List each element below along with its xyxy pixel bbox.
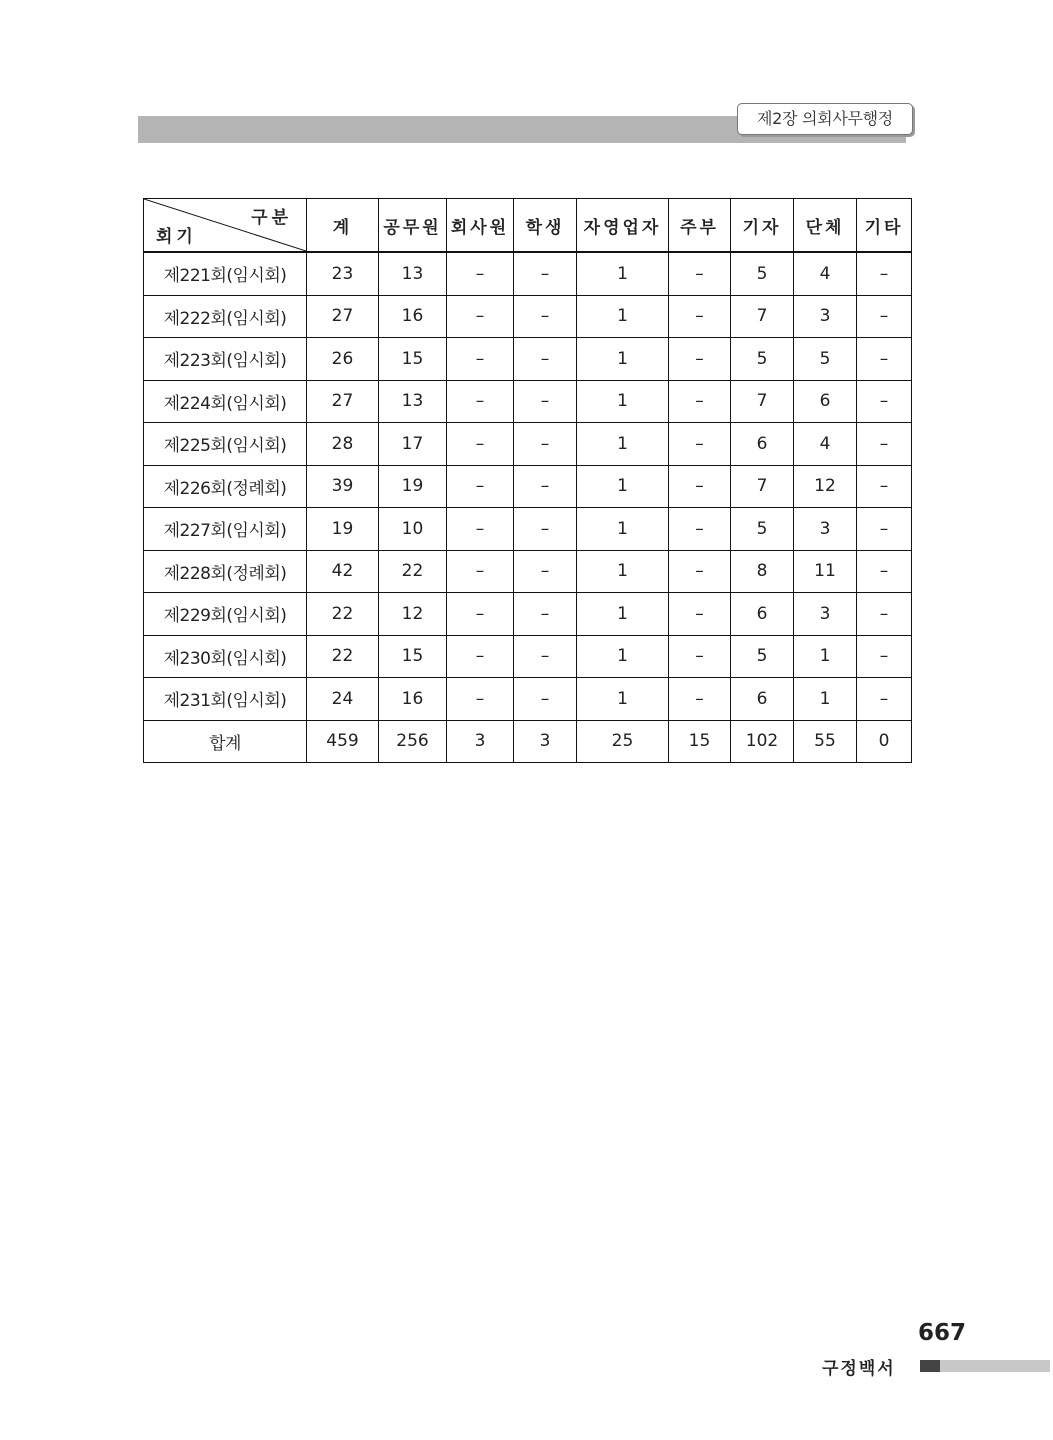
table-row bbox=[144, 380, 912, 423]
row-label: 제224회(임시회) bbox=[144, 380, 307, 423]
column-header: 학생 bbox=[514, 199, 577, 253]
table-cell: 3 bbox=[794, 508, 857, 551]
attendance-table bbox=[143, 198, 912, 763]
row-label: 제226회(정례회) bbox=[144, 465, 307, 508]
column-header: 계 bbox=[307, 199, 379, 253]
table-cell: 7 bbox=[731, 380, 794, 423]
table-row bbox=[144, 423, 912, 466]
table-cell: – bbox=[447, 635, 514, 678]
table-cell: 5 bbox=[731, 635, 794, 678]
column-header: 기자 bbox=[731, 199, 794, 253]
column-header: 기타 bbox=[857, 199, 912, 253]
chapter-tab: 제2장 의회사무행정 bbox=[737, 103, 913, 135]
table-cell: 1 bbox=[577, 380, 669, 423]
table-cell: 1 bbox=[577, 423, 669, 466]
table-cell: 1 bbox=[577, 252, 669, 295]
row-label: 제227회(임시회) bbox=[144, 508, 307, 551]
table-cell: 22 bbox=[379, 550, 447, 593]
row-label: 제231회(임시회) bbox=[144, 678, 307, 721]
table-cell: – bbox=[669, 295, 731, 338]
table-cell: – bbox=[857, 465, 912, 508]
table-cell: 22 bbox=[307, 593, 379, 636]
table-cell: – bbox=[669, 635, 731, 678]
table-cell: 3 bbox=[514, 720, 577, 763]
table-cell: – bbox=[669, 508, 731, 551]
table-row bbox=[144, 635, 912, 678]
table-cell: – bbox=[857, 508, 912, 551]
table-header-row bbox=[144, 199, 912, 253]
table-cell: 1 bbox=[577, 465, 669, 508]
table-cell: – bbox=[447, 550, 514, 593]
row-label: 제222회(임시회) bbox=[144, 295, 307, 338]
table-cell: 1 bbox=[577, 550, 669, 593]
table-cell: 5 bbox=[794, 338, 857, 381]
table-cell: – bbox=[514, 295, 577, 338]
table-cell: 15 bbox=[669, 720, 731, 763]
corner-top-label: 구분 bbox=[251, 208, 292, 228]
table-cell: – bbox=[857, 635, 912, 678]
table-cell: – bbox=[514, 465, 577, 508]
table-cell: – bbox=[669, 678, 731, 721]
table-cell: 5 bbox=[731, 508, 794, 551]
table-row bbox=[144, 678, 912, 721]
row-label: 제223회(임시회) bbox=[144, 338, 307, 381]
row-label: 제229회(임시회) bbox=[144, 593, 307, 636]
table-cell: 1 bbox=[794, 635, 857, 678]
table-cell: – bbox=[447, 423, 514, 466]
table-cell: 7 bbox=[731, 465, 794, 508]
table-cell: – bbox=[669, 423, 731, 466]
table-cell: 7 bbox=[731, 295, 794, 338]
table-cell: 4 bbox=[794, 423, 857, 466]
table-cell: 12 bbox=[379, 593, 447, 636]
table-cell: 15 bbox=[379, 338, 447, 381]
table-cell: – bbox=[857, 593, 912, 636]
table-cell: – bbox=[447, 465, 514, 508]
page-number: 667 bbox=[918, 1320, 967, 1346]
table-cell: 15 bbox=[379, 635, 447, 678]
column-header: 공무원 bbox=[379, 199, 447, 253]
table-cell: – bbox=[514, 678, 577, 721]
table-cell: 6 bbox=[731, 423, 794, 466]
table-cell: 1 bbox=[577, 508, 669, 551]
table-cell: – bbox=[857, 423, 912, 466]
table-cell: 27 bbox=[307, 380, 379, 423]
table-cell: – bbox=[669, 338, 731, 381]
table-cell: 16 bbox=[379, 295, 447, 338]
table-cell: – bbox=[857, 550, 912, 593]
table-cell: 25 bbox=[577, 720, 669, 763]
table-body bbox=[144, 252, 912, 763]
table-cell: 8 bbox=[731, 550, 794, 593]
table-cell: 16 bbox=[379, 678, 447, 721]
table-cell: 11 bbox=[794, 550, 857, 593]
table-cell: 1 bbox=[577, 678, 669, 721]
table-cell: – bbox=[447, 338, 514, 381]
table-cell: – bbox=[514, 550, 577, 593]
table-cell: – bbox=[447, 295, 514, 338]
corner-header-cell bbox=[144, 199, 307, 253]
table-cell: 1 bbox=[577, 635, 669, 678]
table-cell: 13 bbox=[379, 252, 447, 295]
table-cell: 4 bbox=[794, 252, 857, 295]
table-cell: – bbox=[447, 380, 514, 423]
table-cell: – bbox=[514, 338, 577, 381]
table-cell: – bbox=[447, 593, 514, 636]
table-cell: 5 bbox=[731, 252, 794, 295]
table-cell: 6 bbox=[731, 678, 794, 721]
table-cell: – bbox=[514, 593, 577, 636]
total-row bbox=[144, 720, 912, 763]
table-cell: 24 bbox=[307, 678, 379, 721]
table-cell: 1 bbox=[577, 338, 669, 381]
book-title: 구정백서 bbox=[822, 1359, 896, 1379]
table-cell: – bbox=[514, 508, 577, 551]
table-cell: 5 bbox=[731, 338, 794, 381]
table-cell: 102 bbox=[731, 720, 794, 763]
table-cell: 10 bbox=[379, 508, 447, 551]
table-row bbox=[144, 338, 912, 381]
table-cell: 1 bbox=[577, 295, 669, 338]
table-cell: 1 bbox=[577, 593, 669, 636]
table-cell: – bbox=[514, 380, 577, 423]
table-cell: 42 bbox=[307, 550, 379, 593]
row-label: 합계 bbox=[144, 720, 307, 763]
table-cell: – bbox=[857, 678, 912, 721]
row-label: 제230회(임시회) bbox=[144, 635, 307, 678]
table-cell: – bbox=[669, 380, 731, 423]
table-cell: – bbox=[514, 423, 577, 466]
table-cell: 1 bbox=[794, 678, 857, 721]
table-cell: 13 bbox=[379, 380, 447, 423]
table-cell: 22 bbox=[307, 635, 379, 678]
table-row bbox=[144, 295, 912, 338]
column-header: 회사원 bbox=[447, 199, 514, 253]
table-cell: – bbox=[514, 635, 577, 678]
table-cell: 6 bbox=[731, 593, 794, 636]
table-row bbox=[144, 550, 912, 593]
table-cell: 6 bbox=[794, 380, 857, 423]
table-cell: 3 bbox=[794, 295, 857, 338]
table-cell: – bbox=[669, 550, 731, 593]
table-cell: – bbox=[857, 338, 912, 381]
table-cell: 39 bbox=[307, 465, 379, 508]
row-label: 제225회(임시회) bbox=[144, 423, 307, 466]
table-cell: 3 bbox=[794, 593, 857, 636]
table-cell: 27 bbox=[307, 295, 379, 338]
table-cell: 23 bbox=[307, 252, 379, 295]
table-cell: – bbox=[669, 252, 731, 295]
table-cell: 0 bbox=[857, 720, 912, 763]
table-cell: 55 bbox=[794, 720, 857, 763]
table-cell: 28 bbox=[307, 423, 379, 466]
table-row bbox=[144, 465, 912, 508]
column-header: 자영업자 bbox=[577, 199, 669, 253]
footer-bar-light bbox=[940, 1360, 1050, 1372]
table-cell: 19 bbox=[379, 465, 447, 508]
table-row bbox=[144, 252, 912, 295]
table-cell: – bbox=[447, 678, 514, 721]
table-cell: 459 bbox=[307, 720, 379, 763]
footer-bar-dark bbox=[920, 1360, 940, 1372]
table-cell: 256 bbox=[379, 720, 447, 763]
column-header: 단체 bbox=[794, 199, 857, 253]
table-cell: – bbox=[669, 465, 731, 508]
table-cell: – bbox=[857, 380, 912, 423]
table-cell: – bbox=[447, 508, 514, 551]
table-cell: 17 bbox=[379, 423, 447, 466]
table-cell: 26 bbox=[307, 338, 379, 381]
table-cell: 19 bbox=[307, 508, 379, 551]
table-cell: – bbox=[447, 252, 514, 295]
row-label: 제221회(임시회) bbox=[144, 252, 307, 295]
corner-bottom-label: 회기 bbox=[156, 227, 197, 247]
column-header: 주부 bbox=[669, 199, 731, 253]
table-cell: – bbox=[857, 252, 912, 295]
table-cell: 3 bbox=[447, 720, 514, 763]
table-cell: 12 bbox=[794, 465, 857, 508]
table-cell: – bbox=[857, 295, 912, 338]
table-row bbox=[144, 593, 912, 636]
row-label: 제228회(정례회) bbox=[144, 550, 307, 593]
table-row bbox=[144, 508, 912, 551]
table-cell: – bbox=[669, 593, 731, 636]
table-cell: – bbox=[514, 252, 577, 295]
